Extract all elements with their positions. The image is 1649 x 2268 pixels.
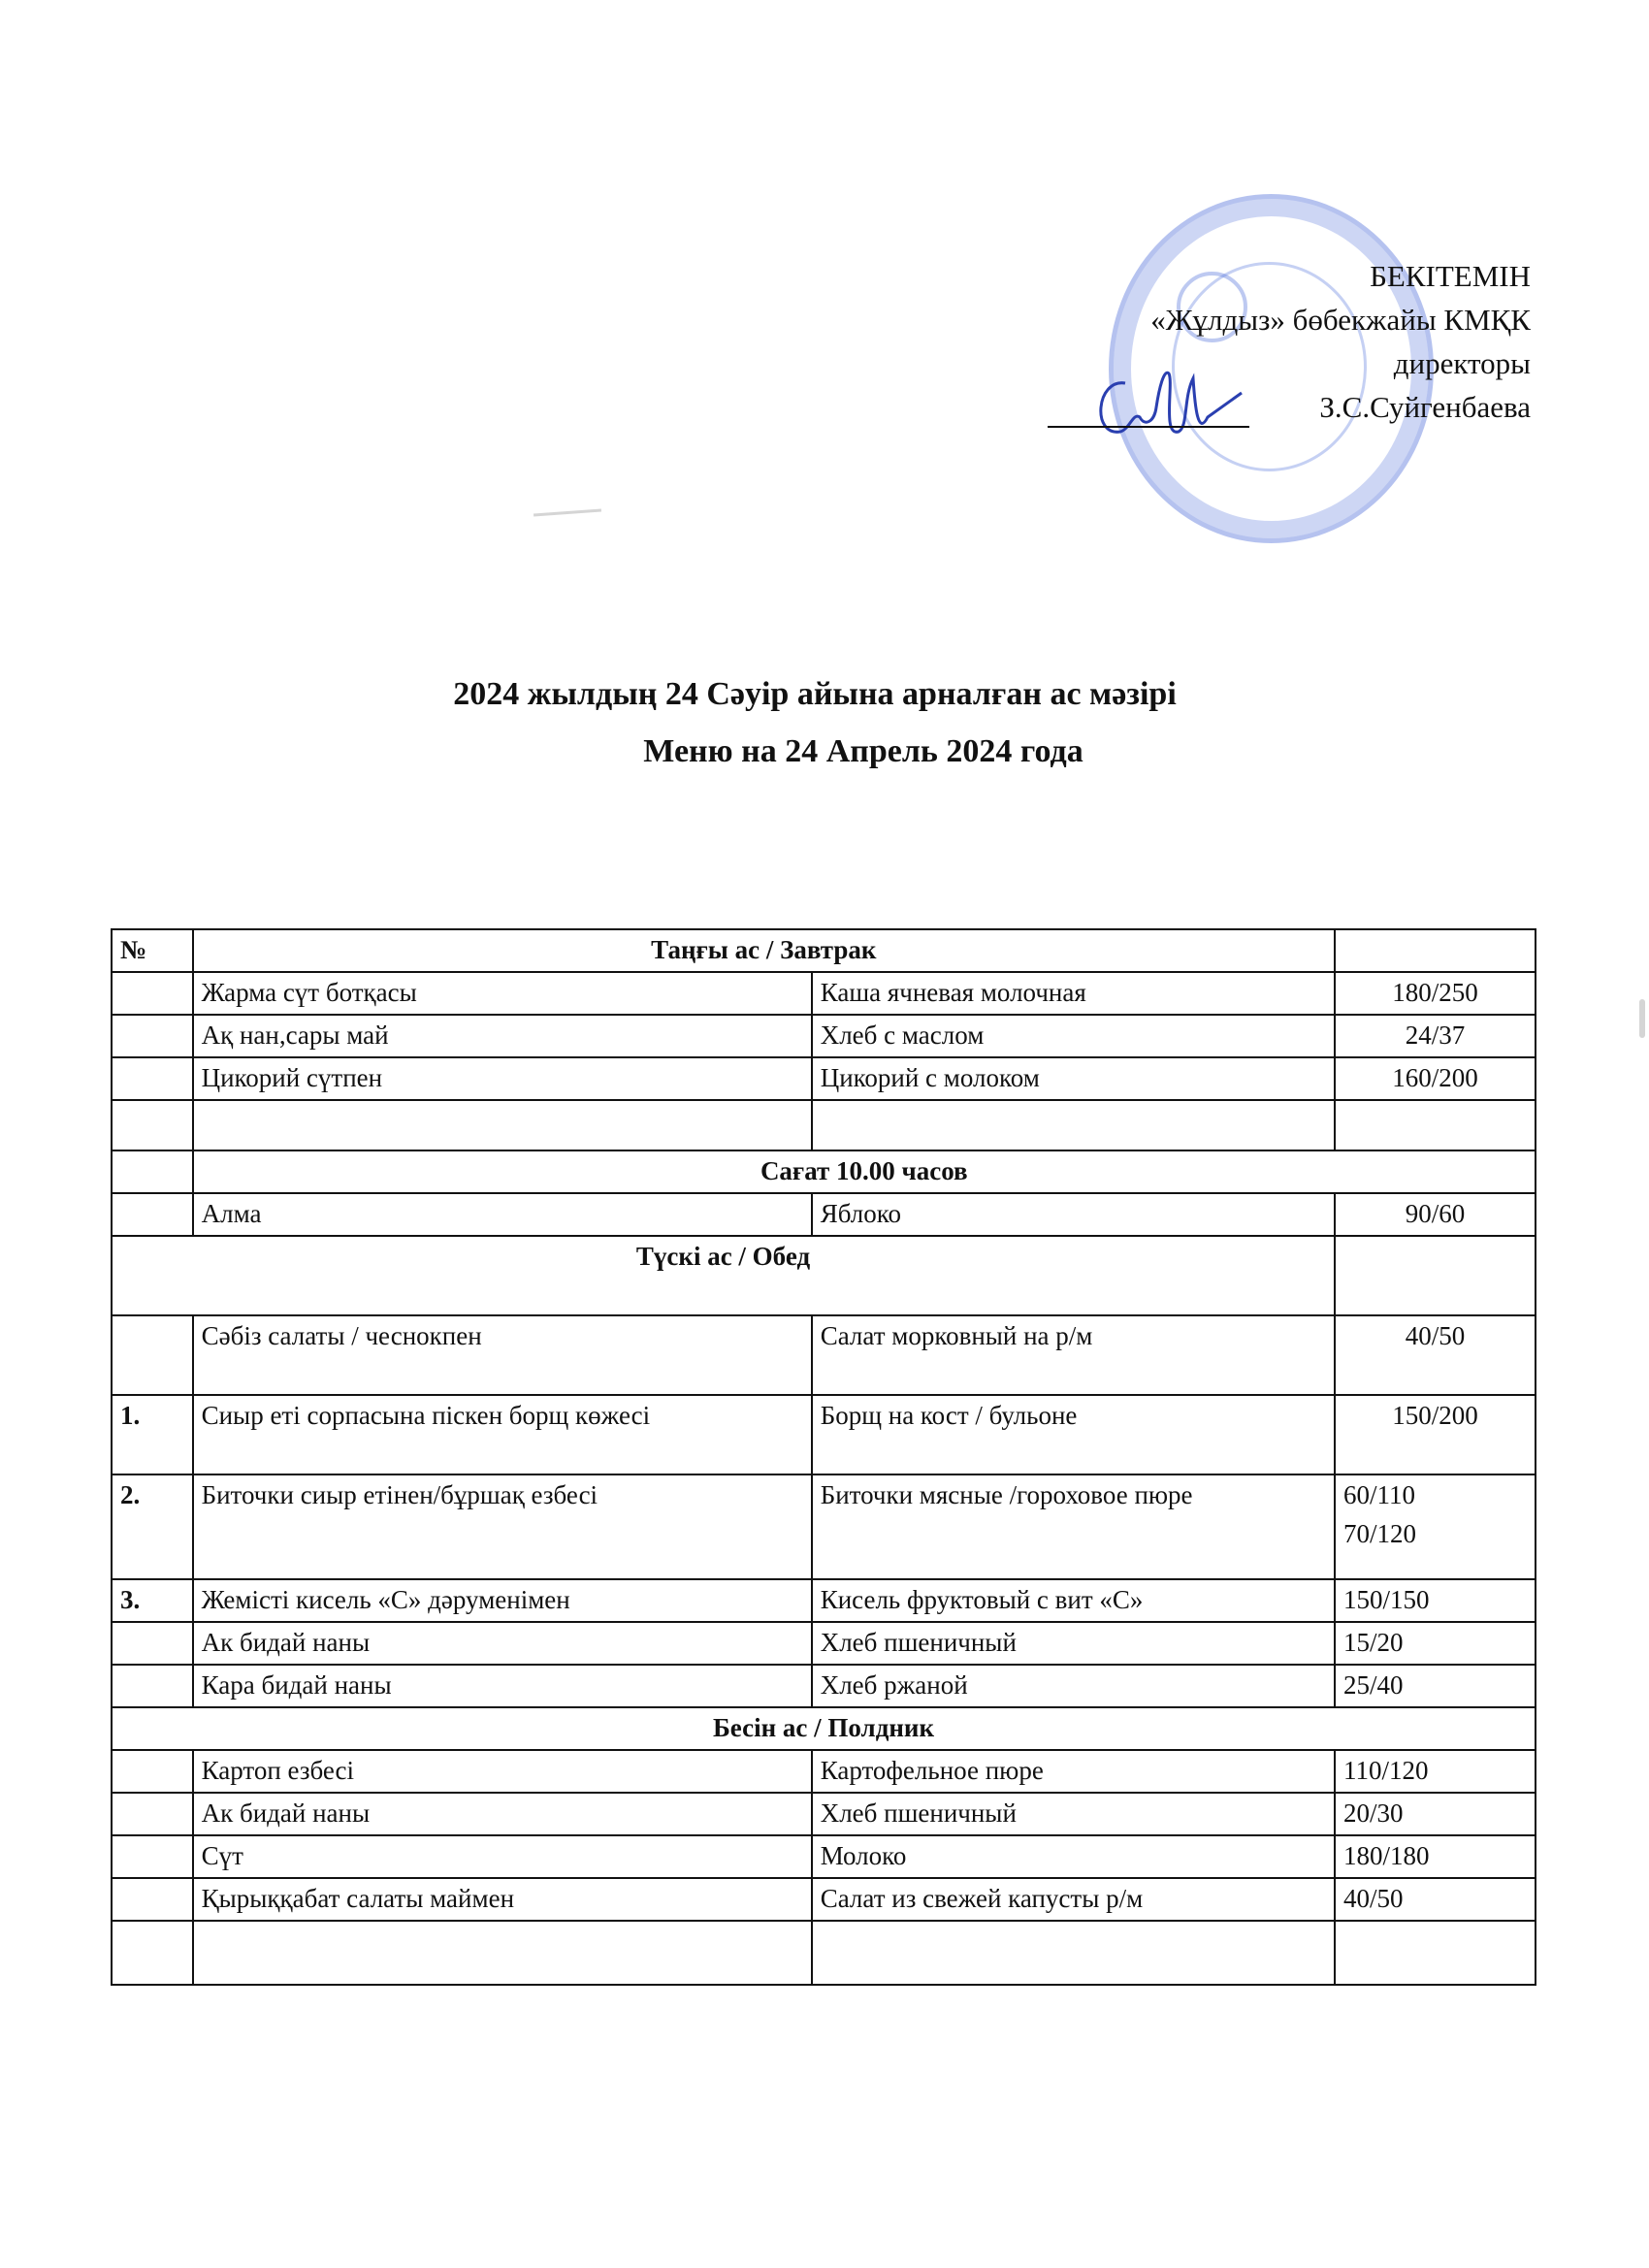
dish-kz: Ақ нан,сары май xyxy=(193,1015,812,1057)
menu-table xyxy=(111,928,1536,1986)
table-row-empty xyxy=(112,1921,1536,1985)
dish-ru: Молоко xyxy=(812,1835,1335,1878)
table-row xyxy=(112,1622,1536,1665)
portion: 40/50 xyxy=(1335,1878,1536,1921)
table-row xyxy=(112,1395,1536,1474)
row-number xyxy=(112,1315,193,1395)
dish-ru: Кисель фруктовый с вит «С» xyxy=(812,1579,1335,1622)
dish-kz: Цикорий сүтпен xyxy=(193,1057,812,1100)
table-row xyxy=(112,1193,1536,1236)
dish-kz: Жарма сүт ботқасы xyxy=(193,972,812,1015)
dish-ru: Цикорий с молоком xyxy=(812,1057,1335,1100)
portion: 150/200 xyxy=(1335,1395,1536,1474)
portion xyxy=(1335,1474,1536,1579)
portion: 15/20 xyxy=(1335,1622,1536,1665)
empty-cell xyxy=(1335,929,1536,972)
empty-cell xyxy=(112,1150,193,1193)
row-number xyxy=(112,1193,193,1236)
signature-line xyxy=(1048,426,1249,428)
dish-kz: Сиыр еті сорпасына піскен борщ көжесі xyxy=(193,1395,812,1474)
empty-cell xyxy=(193,1921,812,1985)
row-number xyxy=(112,1750,193,1793)
approval-organization: «Жұлдыз» бөбекжайы КМҚК xyxy=(1150,303,1531,337)
approval-title: БЕКІТЕМІН xyxy=(1370,259,1531,293)
empty-cell xyxy=(812,1100,1335,1150)
portion-line-2: 70/120 xyxy=(1343,1519,1417,1548)
row-number: 2. xyxy=(112,1474,193,1579)
dish-ru: Яблоко xyxy=(812,1193,1335,1236)
empty-cell xyxy=(1335,1236,1536,1315)
portion: 90/60 xyxy=(1335,1193,1536,1236)
approval-signatory: З.С.Суйгенбаева xyxy=(1319,390,1531,424)
dish-kz: Сәбіз салаты / чеснокпен xyxy=(193,1315,812,1395)
breakfast-section-header: Таңғы ас / Завтрак xyxy=(193,929,1335,972)
dish-ru: Хлеб пшеничный xyxy=(812,1793,1335,1835)
portion: 160/200 xyxy=(1335,1057,1536,1100)
portion: 24/37 xyxy=(1335,1015,1536,1057)
table-row xyxy=(112,1315,1536,1395)
row-number xyxy=(112,1622,193,1665)
empty-cell xyxy=(1335,1921,1536,1985)
dish-ru: Салат морковный на р/м xyxy=(812,1315,1335,1395)
empty-cell xyxy=(112,1921,193,1985)
row-number xyxy=(112,1015,193,1057)
page-title-kz: 2024 жылдың 24 Сәуір айына арналған ас мәзірі xyxy=(453,676,1177,712)
dish-kz: Картоп езбесі xyxy=(193,1750,812,1793)
dish-kz: Жемісті кисель «С» дәруменімен xyxy=(193,1579,812,1622)
table-row xyxy=(112,1750,1536,1793)
row-number xyxy=(112,1793,193,1835)
portion: 40/50 xyxy=(1335,1315,1536,1395)
table-row xyxy=(112,1793,1536,1835)
dish-ru: Салат из свежей капусты р/м xyxy=(812,1878,1335,1921)
dish-kz: Биточки сиыр етінен/бұршақ езбесі xyxy=(193,1474,812,1579)
page-title-ru: Меню на 24 Апрель 2024 года xyxy=(643,733,1083,769)
scan-mark xyxy=(1639,999,1645,1038)
number-column-header: № xyxy=(112,929,193,972)
table-row-empty xyxy=(112,1100,1536,1150)
dish-kz: Ак бидай наны xyxy=(193,1622,812,1665)
dish-kz: Қырыққабат салаты маймен xyxy=(193,1878,812,1921)
snack-section-row xyxy=(112,1150,1536,1193)
approval-block xyxy=(1150,254,1531,429)
portion: 25/40 xyxy=(1335,1665,1536,1707)
portion: 180/180 xyxy=(1335,1835,1536,1878)
table-row xyxy=(112,1057,1536,1100)
dish-ru: Каша ячневая молочная xyxy=(812,972,1335,1015)
dish-ru: Картофельное пюре xyxy=(812,1750,1335,1793)
afternoon-section-header: Бесін ас / Полдник xyxy=(112,1707,1536,1750)
row-number xyxy=(112,1835,193,1878)
row-number xyxy=(112,1057,193,1100)
dish-ru: Биточки мясные /гороховое пюре xyxy=(812,1474,1335,1579)
row-number: 3. xyxy=(112,1579,193,1622)
dish-kz: Сүт xyxy=(193,1835,812,1878)
dish-kz: Алма xyxy=(193,1193,812,1236)
portion: 110/120 xyxy=(1335,1750,1536,1793)
empty-cell xyxy=(193,1100,812,1150)
afternoon-section-row xyxy=(112,1707,1536,1750)
empty-cell xyxy=(112,1100,193,1150)
table-row xyxy=(112,1579,1536,1622)
empty-cell xyxy=(1335,1100,1536,1150)
portion: 150/150 xyxy=(1335,1579,1536,1622)
lunch-section-header: Түскі ас / Обед xyxy=(112,1236,1335,1315)
portion-line-1: 60/110 xyxy=(1343,1480,1415,1509)
row-number: 1. xyxy=(112,1395,193,1474)
row-number xyxy=(112,1878,193,1921)
dish-ru: Хлеб с маслом xyxy=(812,1015,1335,1057)
table-row xyxy=(112,1835,1536,1878)
lunch-section-row xyxy=(112,1236,1536,1315)
dish-kz: Кара бидай наны xyxy=(193,1665,812,1707)
empty-cell xyxy=(812,1921,1335,1985)
table-row xyxy=(112,1878,1536,1921)
table-row xyxy=(112,1015,1536,1057)
dish-ru: Хлеб ржаной xyxy=(812,1665,1335,1707)
portion: 180/250 xyxy=(1335,972,1536,1015)
dish-ru: Хлеб пшеничный xyxy=(812,1622,1335,1665)
portion: 20/30 xyxy=(1335,1793,1536,1835)
approval-position: директоры xyxy=(1393,346,1531,380)
row-number xyxy=(112,972,193,1015)
scan-mark xyxy=(534,509,601,517)
table-row xyxy=(112,1665,1536,1707)
row-number xyxy=(112,1665,193,1707)
table-row xyxy=(112,972,1536,1015)
dish-ru: Борщ на кост / бульоне xyxy=(812,1395,1335,1474)
table-row xyxy=(112,1474,1536,1579)
table-header-row xyxy=(112,929,1536,972)
snack-section-header: Сағат 10.00 часов xyxy=(193,1150,1536,1193)
dish-kz: Ак бидай наны xyxy=(193,1793,812,1835)
